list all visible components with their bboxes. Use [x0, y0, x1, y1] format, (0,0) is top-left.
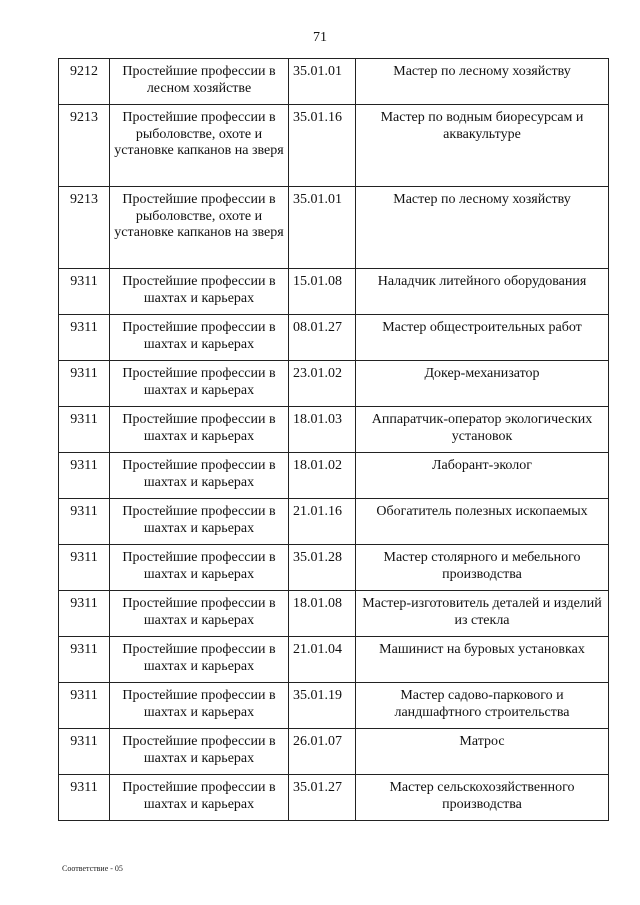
specialty-code: 26.01.07 [289, 729, 356, 775]
specialty-code: 18.01.03 [289, 407, 356, 453]
profession-name: Наладчик литейного оборудования [356, 269, 609, 315]
occupation-table [58, 58, 609, 821]
specialty-code: 21.01.16 [289, 499, 356, 545]
table-row [59, 499, 609, 545]
profession-name: Мастер садово-паркового и ландшафтного строительства [356, 683, 609, 729]
occupation-group: Простейшие профессии в шахтах и карьерах [110, 683, 289, 729]
specialty-code: 18.01.02 [289, 453, 356, 499]
occupation-group: Простейшие профессии в шахтах и карьерах [110, 407, 289, 453]
specialty-code: 35.01.01 [289, 59, 356, 105]
occupation-code: 9311 [59, 315, 110, 361]
occupation-group: Простейшие профессии в рыболовстве, охоте и установке капканов на зверя [110, 187, 289, 269]
occupation-group: Простейшие профессии в шахтах и карьерах [110, 315, 289, 361]
specialty-code: 35.01.01 [289, 187, 356, 269]
occupation-group: Простейшие профессии в шахтах и карьерах [110, 499, 289, 545]
table-row [59, 683, 609, 729]
table-row [59, 637, 609, 683]
occupation-code: 9311 [59, 499, 110, 545]
specialty-code: 35.01.27 [289, 775, 356, 821]
occupation-code: 9311 [59, 407, 110, 453]
profession-name: Мастер столярного и мебельного производства [356, 545, 609, 591]
specialty-code: 35.01.19 [289, 683, 356, 729]
table-row [59, 187, 609, 269]
specialty-code: 23.01.02 [289, 361, 356, 407]
profession-name: Мастер по лесному хозяйству [356, 59, 609, 105]
occupation-code: 9311 [59, 729, 110, 775]
occupation-code: 9213 [59, 187, 110, 269]
profession-name: Лаборант-эколог [356, 453, 609, 499]
occupation-group: Простейшие профессии в шахтах и карьерах [110, 269, 289, 315]
profession-name: Аппаратчик-оператор экологических установок [356, 407, 609, 453]
profession-name: Мастер сельскохозяйственного производства [356, 775, 609, 821]
occupation-code: 9212 [59, 59, 110, 105]
profession-name: Обогатитель полезных ископаемых [356, 499, 609, 545]
occupation-code: 9311 [59, 637, 110, 683]
table-row [59, 269, 609, 315]
table-row [59, 59, 609, 105]
table-row [59, 453, 609, 499]
specialty-code: 21.01.04 [289, 637, 356, 683]
occupation-code: 9311 [59, 591, 110, 637]
occupation-code: 9213 [59, 105, 110, 187]
occupation-code: 9311 [59, 545, 110, 591]
specialty-code: 08.01.27 [289, 315, 356, 361]
occupation-code: 9311 [59, 269, 110, 315]
table-row [59, 545, 609, 591]
specialty-code: 35.01.28 [289, 545, 356, 591]
profession-name: Машинист на буровых установках [356, 637, 609, 683]
table-row [59, 105, 609, 187]
occupation-group: Простейшие профессии в шахтах и карьерах [110, 545, 289, 591]
profession-name: Докер-механизатор [356, 361, 609, 407]
occupation-group: Простейшие профессии в лесном хозяйстве [110, 59, 289, 105]
table-row [59, 775, 609, 821]
table-row [59, 407, 609, 453]
occupation-group: Простейшие профессии в рыболовстве, охоте и установке капканов на зверя [110, 105, 289, 187]
specialty-code: 15.01.08 [289, 269, 356, 315]
occupation-group: Простейшие профессии в шахтах и карьерах [110, 637, 289, 683]
occupation-code: 9311 [59, 683, 110, 729]
table-row [59, 729, 609, 775]
table-row [59, 315, 609, 361]
specialty-code: 35.01.16 [289, 105, 356, 187]
profession-name: Мастер общестроительных работ [356, 315, 609, 361]
table-row [59, 591, 609, 637]
occupation-group: Простейшие профессии в шахтах и карьерах [110, 775, 289, 821]
profession-name: Мастер по водным биоресурсам и аквакультуре [356, 105, 609, 187]
specialty-code: 18.01.08 [289, 591, 356, 637]
profession-name: Мастер по лесному хозяйству [356, 187, 609, 269]
profession-name: Матрос [356, 729, 609, 775]
page-number: 71 [313, 30, 327, 45]
occupation-group: Простейшие профессии в шахтах и карьерах [110, 591, 289, 637]
occupation-group: Простейшие профессии в шахтах и карьерах [110, 453, 289, 499]
occupation-code: 9311 [59, 453, 110, 499]
occupation-group: Простейшие профессии в шахтах и карьерах [110, 361, 289, 407]
occupation-group: Простейшие профессии в шахтах и карьерах [110, 729, 289, 775]
table-row [59, 361, 609, 407]
occupation-code: 9311 [59, 775, 110, 821]
footer-note: Соответствие - 05 [62, 864, 123, 873]
occupation-code: 9311 [59, 361, 110, 407]
profession-name: Мастер-изготовитель деталей и изделий из стекла [356, 591, 609, 637]
